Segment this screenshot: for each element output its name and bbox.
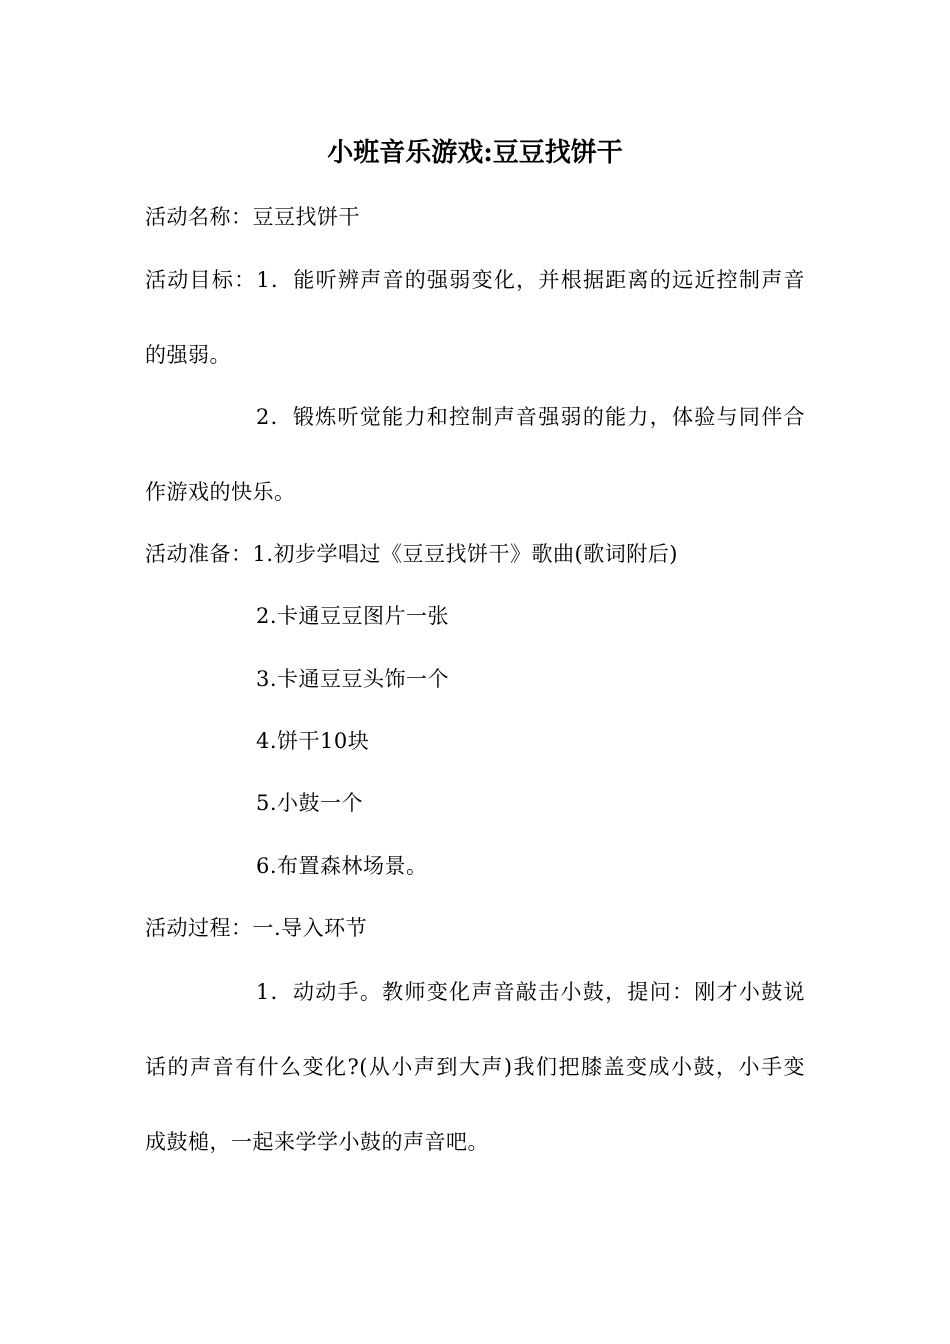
prep-item-4: 4.饼干10块: [256, 729, 370, 753]
prep-item-2: 2.卡通豆豆图片一张: [256, 604, 450, 628]
activity-prep-line: 活动准备：1.初步学唱过《豆豆找饼干》歌曲(歌词附后): [145, 542, 678, 566]
activity-goal-line: 活动目标：1．能听辨声音的强弱变化，并根据距离的远近控制声音: [145, 268, 805, 292]
prep-item-6: 6.布置森林场景。: [256, 854, 428, 878]
process-step-1-line: 1．动动手。教师变化声音敲击小鼓，提问：刚才小鼓说: [256, 980, 805, 1004]
prep-item-3: 3.卡通豆豆头饰一个: [256, 667, 450, 691]
process-step-1-line-end: 成鼓槌，一起来学学小鼓的声音吧。: [145, 1130, 489, 1154]
activity-process-line: 活动过程：一.导入环节: [145, 916, 368, 940]
activity-goal-2-line-cont: 作游戏的快乐。: [145, 480, 296, 504]
process-step-1-line-cont: 话的声音有什么变化?(从小声到大声)我们把膝盖变成小鼓，小手变: [145, 1055, 805, 1079]
document-title: 小班音乐游戏:豆豆找饼干: [327, 138, 623, 168]
activity-goal-2-line: 2．锻炼听觉能力和控制声音强弱的能力，体验与同伴合: [256, 405, 805, 429]
activity-goal-line-cont: 的强弱。: [145, 343, 231, 367]
prep-item-5: 5.小鼓一个: [256, 791, 364, 815]
activity-name-line: 活动名称：豆豆找饼干: [145, 205, 360, 229]
